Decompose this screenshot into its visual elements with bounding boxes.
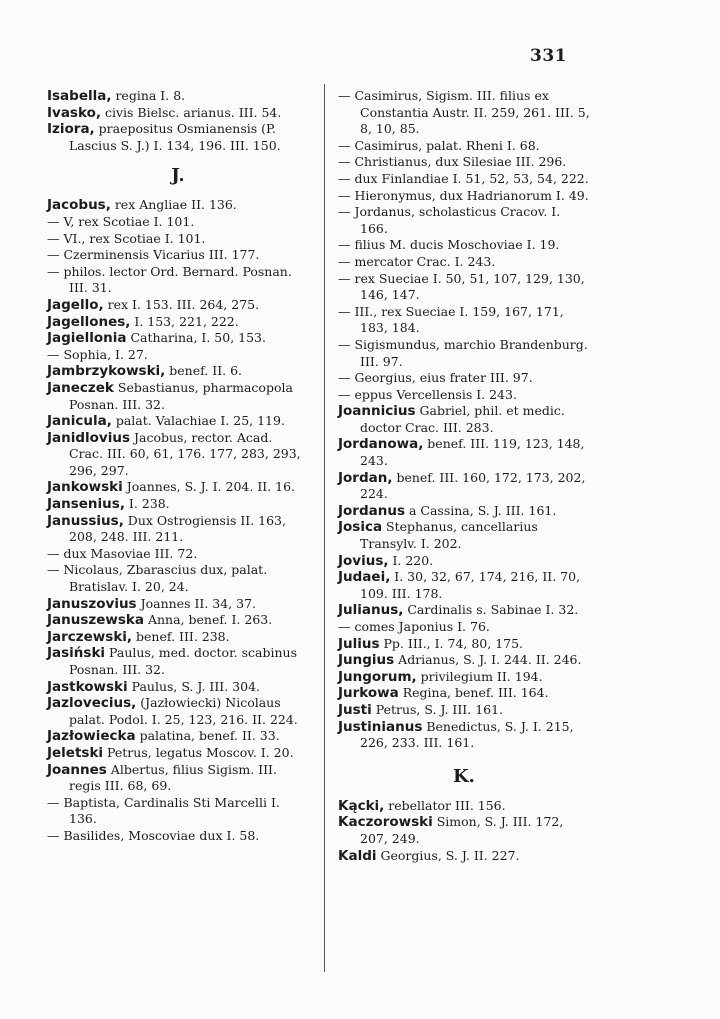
index-entry xyxy=(47,105,309,122)
entry-text: — Christianus, dux Silesiae III. 296. xyxy=(338,154,567,170)
entry-text: benef. II. 6. xyxy=(165,363,243,379)
entry-text: Regina, benef. III. 164. xyxy=(398,685,549,701)
entry-text: Benedictus, S. J. I. 215, 226, 233. III. 161. xyxy=(360,718,574,751)
index-entry xyxy=(338,519,590,552)
entry-headword: Iziora, xyxy=(47,121,95,138)
index-entry xyxy=(338,138,590,155)
entry-headword: Jordan, xyxy=(338,469,393,486)
entry-text: Gabriel, phil. et medic. doctor Crac. III. 283. xyxy=(360,403,565,435)
index-entry xyxy=(338,602,590,619)
entry-headword: Januszovius xyxy=(47,595,137,612)
index-entry xyxy=(47,629,309,646)
index-entry xyxy=(47,695,309,728)
index-entry xyxy=(338,370,590,387)
index-entry xyxy=(338,188,590,205)
entry-text: Petrus, legatus Moscov. I. 20. xyxy=(103,744,294,760)
index-entry xyxy=(47,88,309,105)
index-entry xyxy=(47,762,309,795)
entry-text: I. 238. xyxy=(124,496,170,512)
entry-text: Cardinalis s. Sabinae I. 32. xyxy=(403,602,579,618)
left-entries-j xyxy=(47,197,309,844)
entry-headword: Judaei, xyxy=(338,569,391,586)
entry-headword: Januszewska xyxy=(47,612,144,629)
index-entry xyxy=(338,798,590,815)
index-entry xyxy=(338,254,590,271)
entry-text: — V, rex Scotiae I. 101. xyxy=(47,213,195,229)
entry-headword: Jankowski xyxy=(47,479,123,496)
index-entry xyxy=(338,848,590,865)
index-entry xyxy=(338,719,590,752)
index-entry xyxy=(338,814,590,847)
entry-text: benef. III. 160, 172, 173, 202, 224. xyxy=(360,469,586,502)
entry-headword: Jastkowski xyxy=(47,678,128,695)
entry-text: — Jordanus, scholasticus Cracov. I. 166. xyxy=(338,204,561,236)
entry-text: Dux Ostrogiensis II. 163, 208, 248. III. 211. xyxy=(69,512,286,545)
entry-headword: Joannicius xyxy=(338,403,416,420)
index-entry xyxy=(338,553,590,570)
entry-headword: Isabella, xyxy=(47,88,112,104)
entry-text: — Baptista, Cardinalis Sti Marcelli I. 136. xyxy=(47,794,280,827)
index-entry xyxy=(47,596,309,613)
index-entry xyxy=(47,214,309,231)
entry-text: Paulus, S. J. III. 304. xyxy=(127,678,261,694)
entry-text: — Czerminensis Vicarius III. 177. xyxy=(47,247,260,263)
index-entry xyxy=(47,121,309,154)
entry-text: Catharina, I. 50, 153. xyxy=(126,330,266,346)
entry-text: Joannes II. 34, 37. xyxy=(136,595,257,611)
index-entry xyxy=(338,669,590,686)
index-entry xyxy=(47,264,309,297)
entry-headword: Jazłowiecka xyxy=(47,728,136,745)
index-entry xyxy=(47,496,309,513)
entry-headword: Jungius xyxy=(338,652,395,669)
index-entry xyxy=(338,337,590,370)
entry-text: — dux Finlandiae I. 51, 52, 53, 54, 222. xyxy=(338,170,589,186)
entry-text: palat. Valachiae I. 25, 119. xyxy=(111,413,285,429)
entry-text: Albertus, filius Sigism. III. regis III. 68, 69. xyxy=(69,761,277,794)
index-entry xyxy=(47,546,309,563)
index-entry xyxy=(47,231,309,248)
entry-text: — Sophia, I. 27. xyxy=(47,346,148,362)
entry-text: benef. III. 119, 123, 148, 243. xyxy=(360,436,585,469)
index-entry xyxy=(47,612,309,629)
entry-text: regina I. 8. xyxy=(111,88,186,103)
right-column xyxy=(338,88,590,864)
entry-text: rex I. 153. III. 264, 275. xyxy=(103,296,260,312)
index-entry xyxy=(338,204,590,237)
index-entry xyxy=(338,271,590,304)
entry-text: I. 220. xyxy=(388,552,434,568)
entry-headword: Kaldi xyxy=(338,847,377,864)
entry-headword: Jansenius, xyxy=(47,496,125,513)
entry-text: Petrus, S. J. III. 161. xyxy=(371,701,504,717)
entry-text: — Sigismundus, marchio Brandenburg. III. 97. xyxy=(338,336,588,369)
index-entry xyxy=(338,636,590,653)
entry-text: Georgius, S. J. II. 227. xyxy=(376,847,520,863)
entry-headword: Jasiński xyxy=(47,645,106,662)
index-entry xyxy=(338,436,590,469)
index-entry xyxy=(338,403,590,436)
entry-text: palatina, benef. II. 33. xyxy=(135,728,280,744)
index-entry xyxy=(47,413,309,430)
entry-text: — rex Sueciae I. 50, 51, 107, 129, 130, 146, 147. xyxy=(338,270,585,303)
right-entries-k xyxy=(338,798,590,864)
entry-text: I. 153, 221, 222. xyxy=(130,313,239,329)
entry-text: — dux Masoviae III. 72. xyxy=(47,545,198,561)
entry-headword: Janicula, xyxy=(47,413,112,430)
index-entry xyxy=(338,237,590,254)
index-entry xyxy=(47,247,309,264)
index-entry xyxy=(47,297,309,314)
entry-text: — III., rex Sueciae I. 159, 167, 171, 183, 184. xyxy=(338,303,564,336)
index-entry xyxy=(47,795,309,828)
entry-text: privilegium II. 194. xyxy=(416,668,543,684)
entry-text: — mercator Crac. I. 243. xyxy=(338,253,496,269)
entry-headword: Justinianus xyxy=(338,718,423,735)
entry-headword: Jovius, xyxy=(338,552,389,569)
entry-text: rebellator III. 156. xyxy=(384,797,506,813)
index-entry xyxy=(338,503,590,520)
index-entry xyxy=(47,679,309,696)
entry-text: Stephanus, cancellarius Transylv. I. 202. xyxy=(360,519,538,552)
index-entry xyxy=(338,569,590,602)
entry-text: — eppus Vercellensis I. 243. xyxy=(338,386,517,402)
entry-headword: Jordanowa, xyxy=(338,436,424,453)
index-entry xyxy=(338,387,590,404)
entry-text: — VI., rex Scotiae I. 101. xyxy=(47,230,206,246)
index-entry xyxy=(47,828,309,845)
index-entry xyxy=(338,88,590,138)
entry-text: Simon, S. J. III. 172, 207, 249. xyxy=(360,814,564,846)
entry-text: Joannes, S. J. I. 204. II. 16. xyxy=(122,479,296,495)
entry-text: Anna, benef. I. 263. xyxy=(144,612,273,628)
entry-text: — filius M. ducis Moschoviae I. 19. xyxy=(338,237,560,253)
entry-headword: Jazlovecius, xyxy=(47,695,137,712)
column-divider xyxy=(324,84,325,972)
entry-text: Adrianus, S. J. I. 244. II. 246. xyxy=(394,652,582,668)
entry-text: I. 30, 32, 67, 174, 216, II. 70, 109. III. 178. xyxy=(360,569,581,601)
index-entry xyxy=(47,562,309,595)
index-entry xyxy=(47,380,309,413)
entry-headword: Janeczek xyxy=(47,379,114,396)
index-entry xyxy=(47,347,309,364)
entry-headword: Jarczewski, xyxy=(47,628,133,645)
entry-headword: Jordanus xyxy=(338,502,405,519)
entry-text: — comes Japonius I. 76. xyxy=(338,619,490,634)
section-heading-j: J. xyxy=(171,165,185,187)
entry-text: Paulus, med. doctor. scabinus Posnan. III. 32. xyxy=(69,645,298,677)
index-entry xyxy=(47,728,309,745)
entry-text: — Casimirus, Sigism. III. filius ex Constantia Austr. II. 259, 261. III. 5, 8, 10, 85. xyxy=(338,88,590,137)
index-entry xyxy=(47,314,309,331)
entry-text: rex Angliae II. 136. xyxy=(110,197,237,213)
entry-headword: Julius xyxy=(338,635,380,652)
index-entry xyxy=(338,619,590,636)
index-entry xyxy=(338,304,590,337)
entry-headword: Jagello, xyxy=(47,296,104,313)
entry-text: praepositus Osmianensis (P. Lascius S. J.) I. 134, 196. III. 150. xyxy=(69,121,281,153)
entry-headword: Jacobus, xyxy=(47,197,111,214)
left-column xyxy=(47,88,309,845)
entry-text: — Basilides, Moscoviae dux I. 58. xyxy=(47,827,260,843)
index-entry xyxy=(47,197,309,214)
index-entry xyxy=(338,685,590,702)
entry-headword: Julianus, xyxy=(338,602,404,619)
entry-headword: Kaczorowski xyxy=(338,814,433,831)
entry-headword: Josica xyxy=(338,519,383,536)
index-entry xyxy=(47,745,309,762)
right-entries xyxy=(338,88,590,752)
index-entry xyxy=(338,171,590,188)
index-entry xyxy=(338,154,590,171)
entry-headword: Jagellones, xyxy=(47,313,131,330)
entry-headword: Ivasko, xyxy=(47,104,101,121)
entry-text: — Hieronymus, dux Hadrianorum I. 49. xyxy=(338,187,589,203)
index-entry xyxy=(338,652,590,669)
entry-headword: Joannes xyxy=(47,761,107,778)
index-entry xyxy=(47,330,309,347)
entry-text: Pp. III., I. 74, 80, 175. xyxy=(379,635,524,651)
entry-text: — Nicolaus, Zbarascius dux, palat. Bratislav. I. 20, 24. xyxy=(47,562,268,595)
index-entry xyxy=(47,513,309,546)
entry-text: civis Bielsc. arianus. III. 54. xyxy=(101,104,282,120)
index-entry xyxy=(47,479,309,496)
index-entry xyxy=(47,645,309,678)
entry-text: — Georgius, eius frater III. 97. xyxy=(338,370,533,386)
index-entry xyxy=(338,702,590,719)
entry-headword: Janidlovius xyxy=(47,429,131,446)
entry-text: — philos. lector Ord. Bernard. Posnan. III. 31. xyxy=(47,263,292,296)
entry-headword: Kącki, xyxy=(338,797,385,814)
entry-headword: Justi xyxy=(338,701,372,718)
entry-text: a Cassina, S. J. III. 161. xyxy=(405,502,557,518)
index-entry xyxy=(47,363,309,380)
entry-headword: Jagiellonia xyxy=(47,330,127,347)
entry-headword: Jurkowa xyxy=(338,685,399,702)
index-entry xyxy=(338,470,590,503)
index-entry xyxy=(47,430,309,480)
entry-text: — Casimirus, palat. Rheni I. 68. xyxy=(338,137,540,153)
entry-text: (Jazłowiecki) Nicolaus palat. Podol. I. 25, 123, 216. II. 224. xyxy=(69,695,298,727)
entry-headword: Jeletski xyxy=(47,744,104,761)
page-number: 331 xyxy=(530,46,567,66)
entry-headword: Janussius, xyxy=(47,512,124,529)
entry-headword: Jambrzykowski, xyxy=(47,363,166,380)
entry-text: benef. III. 238. xyxy=(132,628,230,644)
entry-text: Jacobus, rector. Acad. Crac. III. 60, 61, 176. 177, 283, 293, 296, 297. xyxy=(69,429,301,478)
entry-headword: Jungorum, xyxy=(338,668,417,685)
section-heading-k: K. xyxy=(453,765,475,787)
entry-text: Sebastianus, pharmacopola Posnan. III. 32. xyxy=(69,379,293,412)
left-entries-top xyxy=(47,88,309,154)
